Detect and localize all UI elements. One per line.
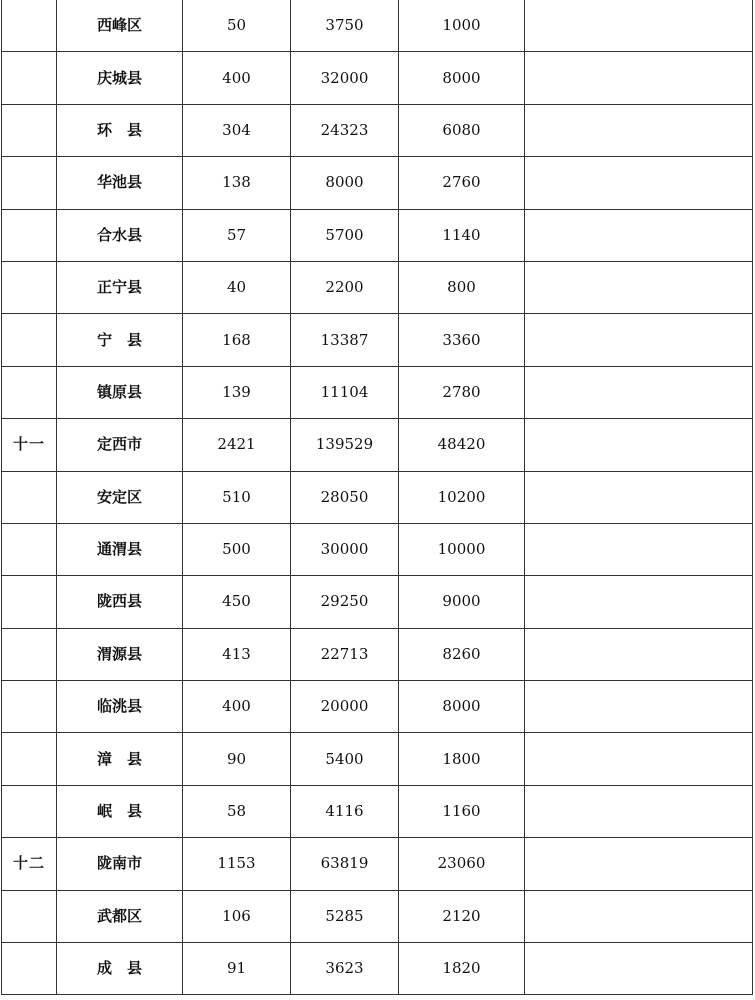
row-name-cell: 通渭县 [57,523,183,575]
row-value-b-cell: 5285 [291,890,399,942]
row-value-b-cell: 8000 [291,157,399,209]
row-value-c-cell: 48420 [399,419,525,471]
row-value-c-cell: 6080 [399,104,525,156]
table-row [2,838,753,890]
row-name-cell: 武都区 [57,890,183,942]
row-seq-cell [2,209,57,261]
row-value-a-cell: 40 [183,261,291,313]
row-value-b-cell: 5700 [291,209,399,261]
row-seq-cell [2,314,57,366]
row-seq-cell [2,785,57,837]
row-value-c-cell: 8000 [399,681,525,733]
row-seq-cell [2,681,57,733]
row-value-a-cell: 58 [183,785,291,837]
row-value-c-cell: 2760 [399,157,525,209]
row-note-cell [525,943,753,995]
row-value-a-cell: 91 [183,943,291,995]
row-note-cell [525,209,753,261]
row-name-cell: 成 县 [57,943,183,995]
row-value-a-cell: 50 [183,0,291,52]
row-value-a-cell: 1153 [183,838,291,890]
table-row [2,419,753,471]
row-name-cell: 环 县 [57,104,183,156]
table-row [2,52,753,104]
row-value-a-cell: 510 [183,471,291,523]
row-note-cell [525,576,753,628]
row-value-c-cell: 2780 [399,366,525,418]
row-value-a-cell: 400 [183,52,291,104]
row-value-a-cell: 106 [183,890,291,942]
row-value-b-cell: 22713 [291,628,399,680]
row-value-b-cell: 29250 [291,576,399,628]
row-value-b-cell: 3750 [291,0,399,52]
row-note-cell [525,890,753,942]
row-name-cell: 陇西县 [57,576,183,628]
row-value-b-cell: 32000 [291,52,399,104]
row-name-cell: 渭源县 [57,628,183,680]
row-value-a-cell: 139 [183,366,291,418]
table-row [2,576,753,628]
row-value-a-cell: 413 [183,628,291,680]
row-seq-cell [2,52,57,104]
row-seq-cell [2,943,57,995]
row-name-cell: 漳 县 [57,733,183,785]
table-row [2,628,753,680]
row-value-a-cell: 500 [183,523,291,575]
row-note-cell [525,261,753,313]
row-value-a-cell: 2421 [183,419,291,471]
row-note-cell [525,314,753,366]
row-value-b-cell: 139529 [291,419,399,471]
row-note-cell [525,733,753,785]
row-name-cell: 安定区 [57,471,183,523]
row-name-cell: 西峰区 [57,0,183,52]
row-value-b-cell: 28050 [291,471,399,523]
row-value-c-cell: 8000 [399,52,525,104]
row-seq-cell [2,576,57,628]
row-value-b-cell: 24323 [291,104,399,156]
row-value-a-cell: 138 [183,157,291,209]
row-value-a-cell: 304 [183,104,291,156]
row-note-cell [525,52,753,104]
row-value-b-cell: 3623 [291,943,399,995]
row-seq-cell [2,261,57,313]
row-seq-cell [2,366,57,418]
table-row [2,209,753,261]
table-row [2,890,753,942]
row-value-b-cell: 5400 [291,733,399,785]
table-row [2,681,753,733]
row-note-cell [525,419,753,471]
row-value-c-cell: 1820 [399,943,525,995]
row-value-c-cell: 1000 [399,0,525,52]
row-note-cell [525,104,753,156]
row-value-c-cell: 800 [399,261,525,313]
row-value-c-cell: 8260 [399,628,525,680]
table-row [2,471,753,523]
row-seq-cell [2,0,57,52]
table-row [2,104,753,156]
row-seq-cell: 十二 [2,838,57,890]
table-row [2,523,753,575]
table-row [2,943,753,995]
row-name-cell: 临洮县 [57,681,183,733]
row-value-b-cell: 20000 [291,681,399,733]
data-table [1,0,753,995]
row-name-cell: 正宁县 [57,261,183,313]
row-value-c-cell: 3360 [399,314,525,366]
row-value-c-cell: 10200 [399,471,525,523]
table-row [2,314,753,366]
row-note-cell [525,785,753,837]
table-row [2,0,753,52]
row-note-cell [525,838,753,890]
row-name-cell: 岷 县 [57,785,183,837]
row-name-cell: 镇原县 [57,366,183,418]
row-seq-cell: 十一 [2,419,57,471]
row-note-cell [525,0,753,52]
row-seq-cell [2,628,57,680]
table-row [2,785,753,837]
row-value-c-cell: 10000 [399,523,525,575]
row-value-c-cell: 1160 [399,785,525,837]
row-value-a-cell: 90 [183,733,291,785]
row-value-b-cell: 13387 [291,314,399,366]
row-value-a-cell: 168 [183,314,291,366]
row-name-cell: 宁 县 [57,314,183,366]
row-value-b-cell: 2200 [291,261,399,313]
row-name-cell: 庆城县 [57,52,183,104]
row-note-cell [525,523,753,575]
row-name-cell: 定西市 [57,419,183,471]
row-value-b-cell: 63819 [291,838,399,890]
row-value-a-cell: 450 [183,576,291,628]
row-value-b-cell: 11104 [291,366,399,418]
row-seq-cell [2,471,57,523]
row-note-cell [525,157,753,209]
table-row [2,261,753,313]
row-value-a-cell: 400 [183,681,291,733]
row-name-cell: 华池县 [57,157,183,209]
row-seq-cell [2,890,57,942]
row-seq-cell [2,733,57,785]
row-value-b-cell: 30000 [291,523,399,575]
row-seq-cell [2,523,57,575]
row-value-c-cell: 1140 [399,209,525,261]
row-value-c-cell: 2120 [399,890,525,942]
table-row [2,366,753,418]
row-name-cell: 陇南市 [57,838,183,890]
row-name-cell: 合水县 [57,209,183,261]
row-value-c-cell: 9000 [399,576,525,628]
row-note-cell [525,366,753,418]
row-seq-cell [2,104,57,156]
table-row [2,733,753,785]
row-value-c-cell: 1800 [399,733,525,785]
row-value-c-cell: 23060 [399,838,525,890]
row-value-a-cell: 57 [183,209,291,261]
row-note-cell [525,628,753,680]
row-note-cell [525,471,753,523]
row-seq-cell [2,157,57,209]
table-row [2,157,753,209]
table-body [2,0,753,995]
row-value-b-cell: 4116 [291,785,399,837]
row-note-cell [525,681,753,733]
